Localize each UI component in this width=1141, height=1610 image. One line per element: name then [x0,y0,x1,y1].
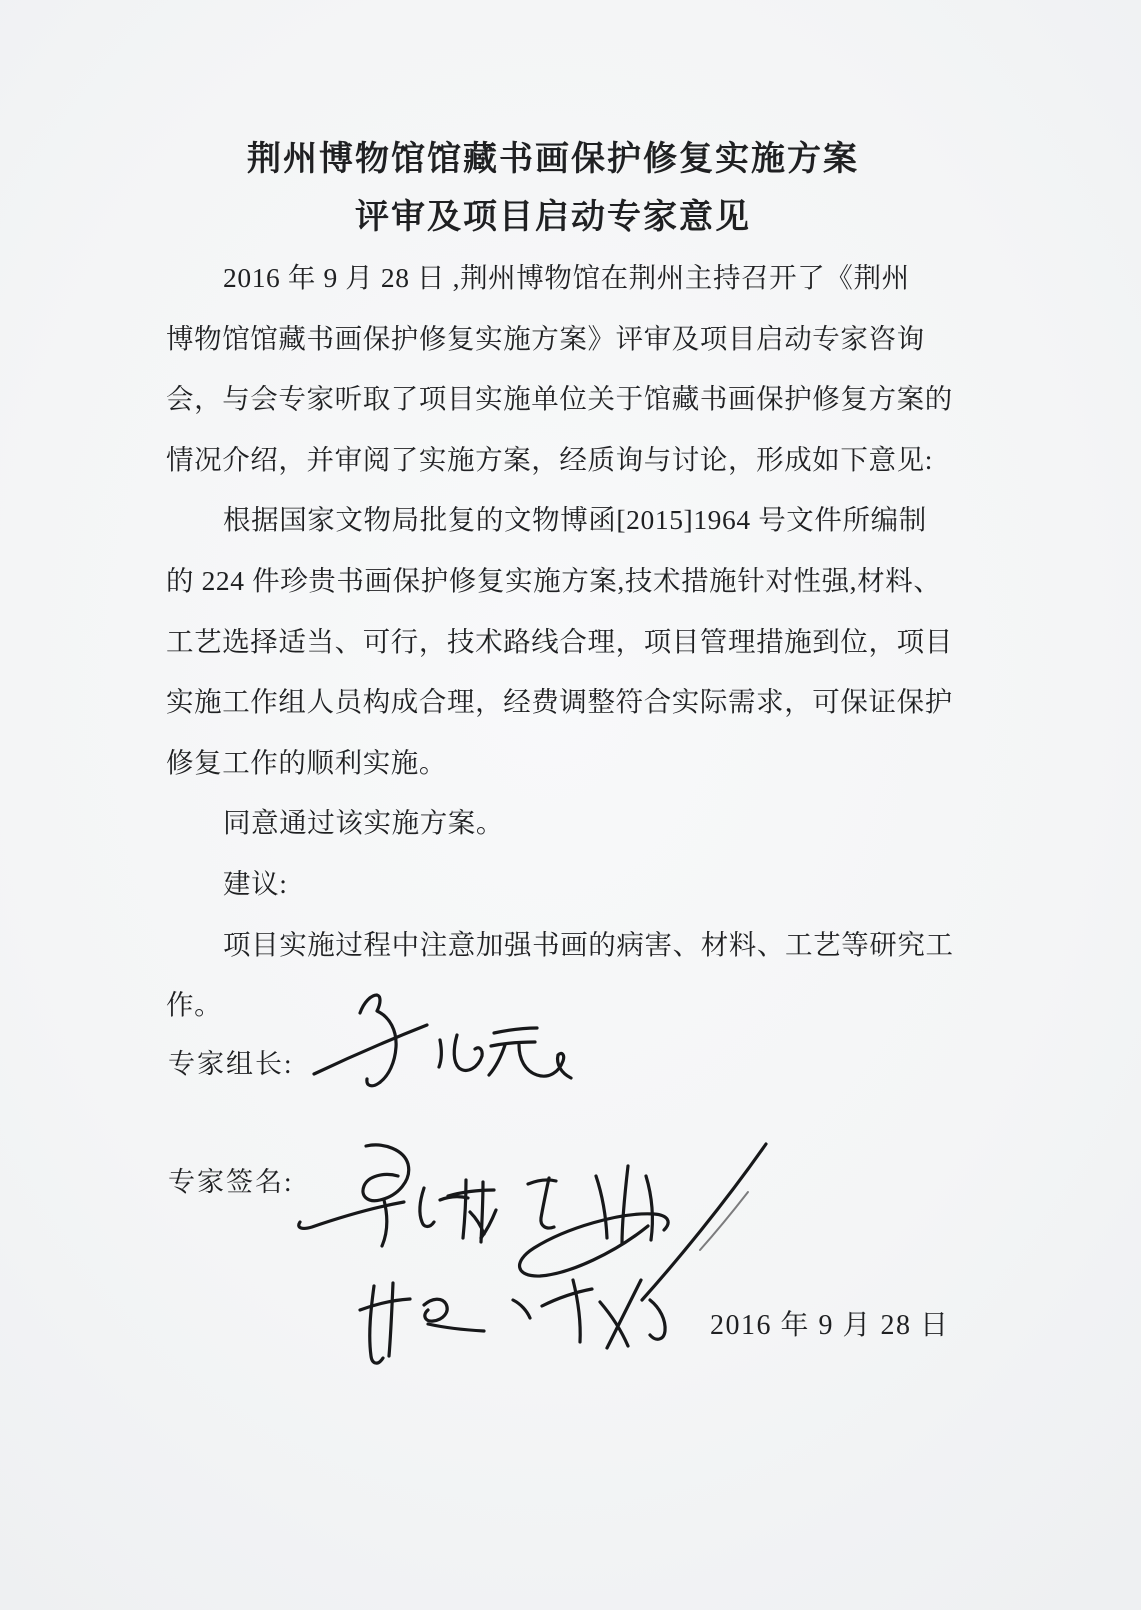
body-line: 工艺选择适当、可行，技术路线合理，项目管理措施到位，项目 [166,625,953,657]
document-date: 2016 年 9 月 28 日 [710,1310,950,1341]
body-line: 实施工作组人员构成合理，经费调整符合实际需求，可保证保护 [166,686,953,718]
body-line: 建议: [223,867,288,899]
title-line-1: 荆州博物馆馆藏书画保护修复实施方案 [247,140,859,178]
expert-signature-1 [299,1145,496,1246]
body-line: 根据国家文物局批复的文物博函[2015]1964 号文件所编制 [223,504,927,536]
expert-signatures-label: 专家签名: [168,1167,294,1197]
expert-group-leader-label: 专家组长: [168,1049,294,1079]
document-title [163,130,943,246]
body-line: 会，与会专家听取了项目实施单位关于馆藏书画保护修复方案的 [166,383,953,415]
body-line: 的 224 件珍贵书画保护修复实施方案,技术措施针对性强,材料、 [166,564,942,596]
document-body [166,248,954,1036]
body-line: 博物馆馆藏书画保护修复实施方案》评审及项目启动专家咨询 [166,322,925,354]
expert-signature-2 [520,1144,766,1300]
title-line-2: 评审及项目启动专家意见 [355,198,751,236]
body-line: 作。 [166,989,223,1021]
expert-signature-4 [513,1280,665,1348]
expert-signature-3 [360,1283,484,1363]
body-line: 情况介绍，并审阅了实施方案，经质询与讨论，形成如下意见: [166,443,933,475]
body-line: 项目实施过程中注意加强书画的病害、材料、工艺等研究工 [223,928,954,960]
body-line: 2016 年 9 月 28 日 ,荆州博物馆在荆州主持召开了《荆州 [223,262,910,293]
body-line: 同意通过该实施方案。 [223,807,504,839]
body-line: 修复工作的顺利实施。 [166,746,447,778]
